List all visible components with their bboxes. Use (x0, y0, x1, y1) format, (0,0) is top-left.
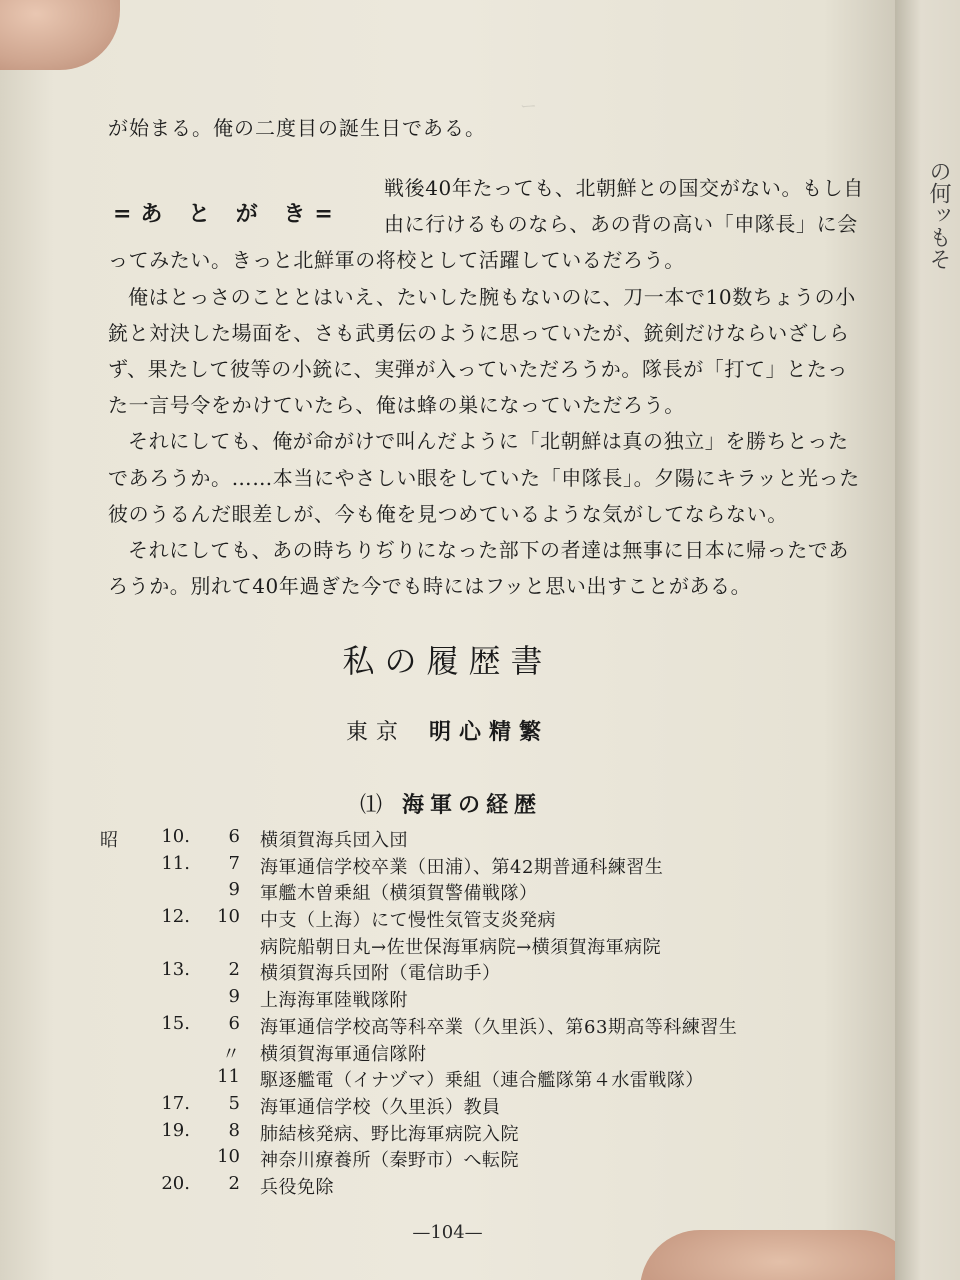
event: 海軍通信学校（久里浜）教員 (260, 1096, 501, 1118)
event: 海軍通信学校高等科卒業（久里浜）、第63期高等科練習生 (260, 1016, 738, 1038)
section-heading (360, 788, 542, 819)
event: 兵役免除 (260, 1176, 334, 1198)
career-list (100, 826, 820, 1200)
month: 6 (228, 1012, 240, 1034)
year: 17. (161, 1092, 190, 1114)
resume-title: 私の履歴書 (342, 642, 553, 680)
event: 上海海軍陸戦隊附 (260, 990, 408, 1012)
list-item (100, 1066, 820, 1093)
month: 9 (228, 879, 240, 901)
event: 横須賀海兵団附（電信助手） (260, 963, 501, 985)
list-item (100, 959, 820, 986)
afterword-paragraph-2: 俺はとっさのこととはいえ、たいした腕もないのに、刀一本で10数ちょうの小銃と対決した場面を、さも武勇伝のように思っていたが、銃剣だけならいざしらず、果たして彼等の小銃に、実弾が入っていただろうか。隊長が「打て」とたった一言号令をかけていたら、俺は蜂の巣になっていただろう。 (108, 284, 856, 418)
list-item (100, 879, 820, 906)
list-item (100, 1173, 820, 1200)
book-page: ー が始まる。俺の二度目の誕生日である。 =あ と が き= 戦後40年たっても、北朝鮮との国交がない。もし自 由に行けるものなら、あの背の高い「申隊長」に会 ってみたい。きっと北鮮軍の将校として活躍しているだろう。 俺はとっさのこととはいえ、たいした腕もないのに、刀一本で10数ちょうの小銃と対決した場面を、さも武勇伝のように思っていたが、銃剣だけならいざしらず、果たして彼等の小銃に、実弾が入っていただろうか。隊長が「打て」とたった一言号令をかけていたら、俺は蜂の巣になっていただろう。 それにしても、俺が命がけで叫んだように「北朝鮮は真の独立」を勝ちとったであろうか。……本当にやさしい眼をしていた「申隊長」。夕陽にキラッと光った彼のうるんだ眼差しが、今も俺を見つめているような気がしてならない。 それにしても、あの時ちりぢりになった部下の者達は無事に日本に帰ったであろうか。別れて40年過ぎた今でも時にはフッと思い出すことがある。 私の履歴書 東京 明心精繁 ⑴ 海軍の経歴 昭 10. 6 横須賀海兵団入団 11. 7 海軍通信学校卒業（田浦）、第42期普通科練習生 9 軍艦木曽乗組（横須賀警備戦隊） 12. 10 中支（上海）にて慢性気管支炎発病 病院船朝日丸→佐世保海軍病院→横須賀海軍病院 13. 2 横須賀海兵団附（電信助手） 9 上海海軍陸戦隊附 15. 6 海軍通信学校高等科卒業（久里浜）、第63期高等科練習生 〃 横須賀海軍通信隊附 11 駆逐艦電（イナヅマ）乗組（連合艦隊第４水雷戦隊） 17. 5 海軍通信学校（久里浜）教員 19. 8 肺結核発病、野比海軍病院入院 10 神奈川療養所（秦野市）へ転院 20. 2 兵役免除 —104— (0, 0, 895, 1280)
author-place: 東京 (345, 720, 406, 745)
facing-page-edge (895, 0, 960, 1280)
afterword-line-2: 由に行けるものなら、あの背の高い「申隊長」に会 (384, 212, 858, 237)
list-item (100, 933, 820, 960)
author-name: 明心精繁 (429, 719, 550, 745)
afterword-paragraph-4: それにしても、あの時ちりぢりになった部下の者達は無事に日本に帰ったであろうか。別れて40年過ぎた今でも時にはフッと思い出すことがある。 (108, 538, 849, 599)
afterword-line-1: 戦後40年たっても、北朝鮮との国交がない。もし自 (384, 176, 864, 200)
year: 20. (161, 1172, 190, 1194)
month: 2 (228, 959, 240, 981)
page-number: —104— (412, 1222, 483, 1243)
section-title: 海軍の経歴 (402, 792, 543, 818)
event: 病院船朝日丸→佐世保海軍病院→横須賀海軍病院 (260, 936, 662, 958)
author-line (0, 715, 895, 746)
era: 昭 (100, 830, 118, 851)
year: 19. (161, 1119, 190, 1141)
list-item (100, 1146, 820, 1173)
event: 駆逐艦電（イナヅマ）乗組（連合艦隊第４水雷戦隊） (260, 1070, 704, 1092)
month: 10 (217, 906, 240, 928)
year: 13. (161, 959, 190, 981)
thumb-top-left (0, 0, 120, 70)
list-item (100, 826, 820, 853)
list-item (100, 1120, 820, 1147)
afterword-paragraph-3: それにしても、俺が命がけで叫んだように「北朝鮮は真の独立」を勝ちとったであろうか。……本当にやさしい眼をしていた「申隊長」。夕陽にキラッと光った彼のうるんだ眼差しが、今も俺を見つめているような気がしてならない。 (108, 429, 860, 526)
thumb-bottom (640, 1230, 895, 1280)
month: 11 (217, 1066, 240, 1088)
event: 横須賀海軍通信隊附 (260, 1043, 427, 1065)
list-item (100, 986, 820, 1013)
event: 肺結核発病、野比海軍病院入院 (260, 1123, 519, 1145)
afterword-heading: =あ と が き= (113, 201, 342, 227)
afterword-line-3: ってみたい。きっと北鮮軍の将校として活躍しているだろう。 (108, 248, 685, 273)
month: 10 (217, 1146, 240, 1168)
event: 神奈川療養所（秦野市）へ転院 (260, 1150, 519, 1172)
section-number: ⑴ (360, 793, 389, 818)
year: 10. (161, 826, 190, 847)
event: 横須賀海兵団入団 (260, 830, 408, 851)
year: 15. (161, 1012, 190, 1034)
top-line: が始まる。俺の二度目の誕生日である。 (108, 116, 486, 140)
list-item (100, 1093, 820, 1120)
month: 2 (228, 1172, 240, 1194)
month: 9 (228, 986, 240, 1008)
list-item (100, 853, 820, 880)
year: 12. (161, 906, 190, 928)
event: 軍艦木曽乗組（横須賀警備戦隊） (260, 883, 538, 905)
event: 海軍通信学校卒業（田浦）、第42期普通科練習生 (260, 856, 664, 878)
list-item (100, 906, 820, 933)
month: 6 (228, 826, 240, 847)
month: 〃 (222, 1043, 240, 1065)
event: 中支（上海）にて慢性気管支炎発病 (260, 910, 556, 932)
list-item (100, 1040, 820, 1067)
month: 7 (228, 852, 240, 874)
list-item (100, 1013, 820, 1040)
year: 11. (161, 852, 190, 874)
month: 8 (228, 1119, 240, 1141)
month: 5 (228, 1092, 240, 1114)
afterword-text (108, 170, 868, 604)
facing-page-text: の何ッもそ (926, 160, 951, 270)
